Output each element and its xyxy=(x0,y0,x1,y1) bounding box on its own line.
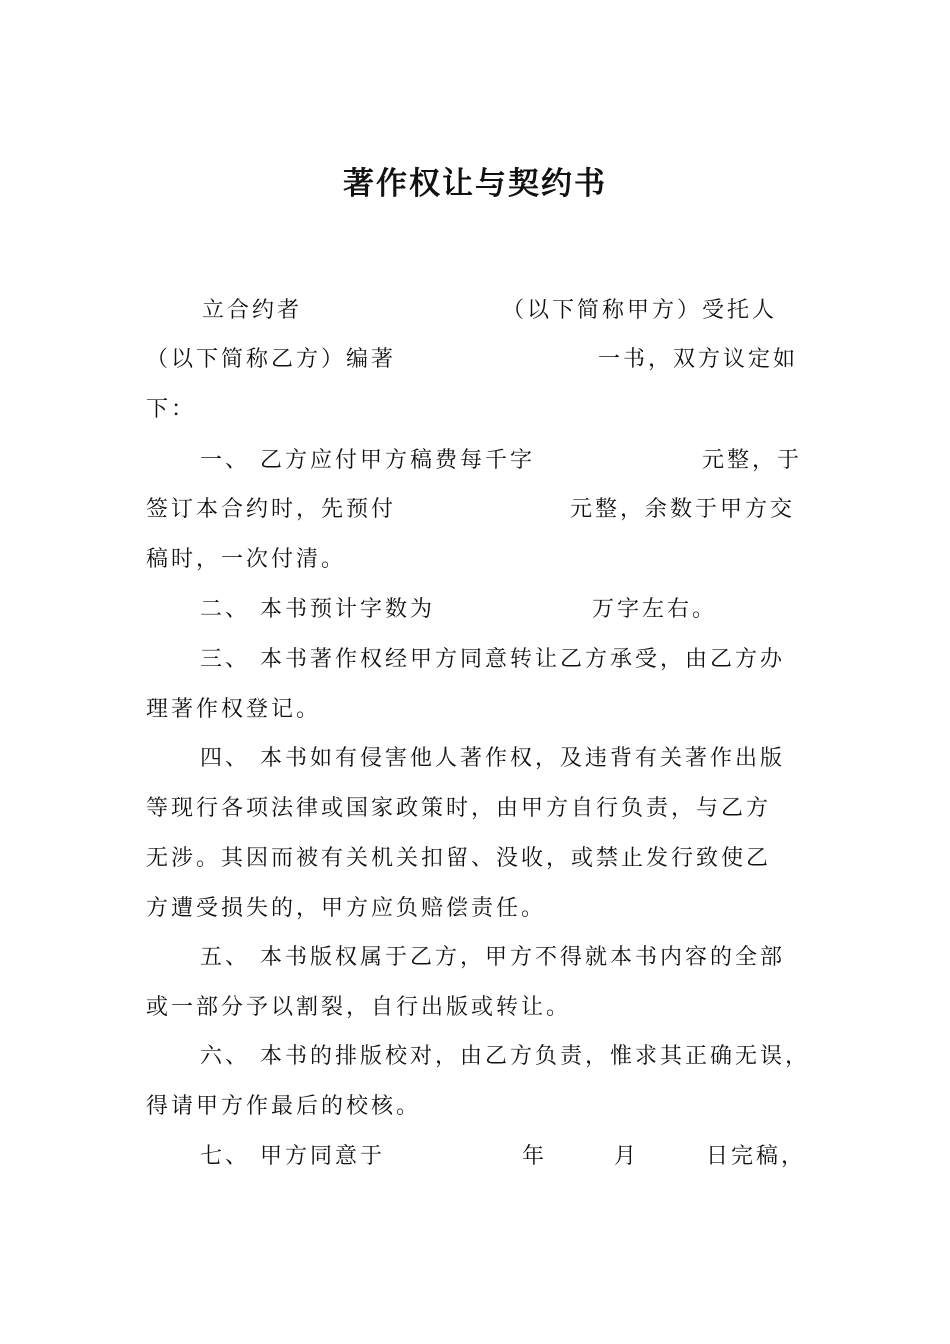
date-day-label: 日完稿， xyxy=(706,1144,807,1169)
date-month-label: 月 xyxy=(614,1144,640,1169)
clause-5-line-2: 或一部分予以割裂，自行出版或转让。 xyxy=(146,995,572,1020)
intro-line-3: 下： xyxy=(146,397,197,422)
intro-text: 一书，双方议定如 xyxy=(598,347,799,372)
clause-6-line-1: 六、 本书的排版校对，由乙方负责，惟求其正确无误， xyxy=(200,1044,810,1069)
clause-4-line-1: 四、 本书如有侵害他人著作权，及违背有关著作出版 xyxy=(200,746,785,771)
clause-5-line-1: 五、 本书版权属于乙方，甲方不得就本书内容的全部 xyxy=(200,945,785,970)
clause-text: 二、 本书预计字数为 xyxy=(200,597,435,622)
date-year-label: 年 xyxy=(522,1144,548,1169)
clause-text: 七、 甲方同意于 xyxy=(200,1144,385,1169)
intro-text: 立合约者 xyxy=(202,298,303,323)
clause-4-line-3: 无涉。其因而被有关机关扣留、没收，或禁止发行致使乙 xyxy=(146,846,772,871)
intro-text: （以下简称乙方）编著 xyxy=(146,347,397,372)
intro-text: （以下简称甲方）受托人 xyxy=(502,298,778,323)
clause-1-line-3: 稿时，一次付清。 xyxy=(146,547,347,572)
clause-text: 签订本合约时，先预付 xyxy=(146,497,397,522)
clause-3-line-2: 理著作权登记。 xyxy=(146,697,322,722)
clause-text: 元整，余数于甲方交 xyxy=(570,497,796,522)
clause-text: 元整，于 xyxy=(702,448,803,473)
clause-6-line-2: 得请甲方作最后的校核。 xyxy=(146,1094,422,1119)
clause-text: 一、 乙方应付甲方稿费每千字 xyxy=(200,448,535,473)
clause-4-line-2: 等现行各项法律或国家政策时，由甲方自行负责，与乙方 xyxy=(146,796,772,821)
clause-4-line-4: 方遭受损失的，甲方应负赔偿责任。 xyxy=(146,896,547,921)
clause-3-line-1: 三、 本书著作权经甲方同意转让乙方承受，由乙方办 xyxy=(200,647,785,672)
clause-text: 万字左右。 xyxy=(592,597,718,622)
document-title: 著作权让与契约书 xyxy=(343,166,607,202)
